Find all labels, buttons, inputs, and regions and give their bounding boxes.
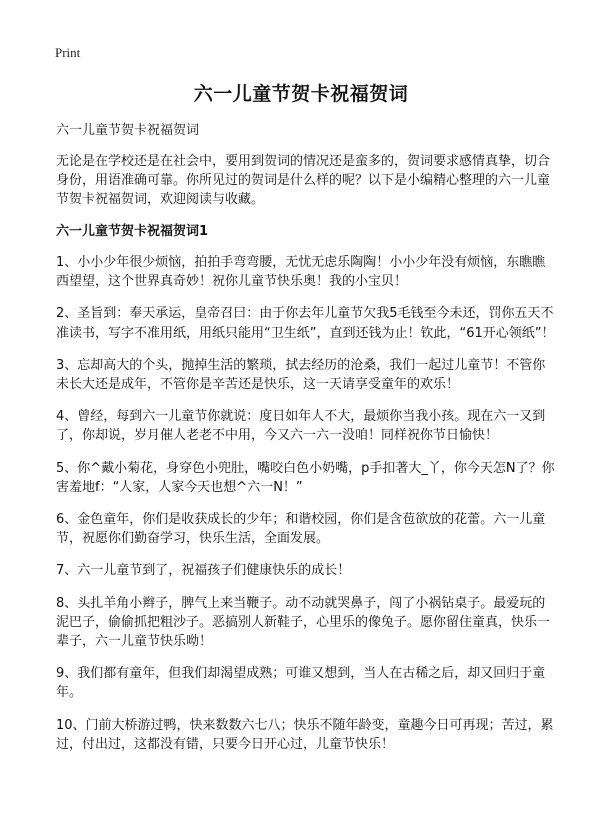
page-title: 六一儿童节贺卡祝福贺词 (193, 83, 409, 105)
list-item: 8、头扎羊角小辫子，脾气上来当鞭子。动不动就哭鼻子，闯了小祸钻桌子。最爱玩的泥巴子，偷偷抓把粗沙子。恶搞别人新鞋子，心里乐的像兔子。愿你留住童真，快乐一辈子，六一儿童节快乐呦！ (56, 595, 551, 650)
print-link[interactable]: Print (55, 45, 81, 60)
list-item: 4、曾经，每到六一儿童节你就说：度日如年人不大，最烦你当我小孩。现在六一又到了，你却说，岁月催人老老不中用，今又六一六一没咱！同样祝你节日愉快！ (56, 409, 546, 444)
article-intro: 无论是在学校还是在社会中，要用到贺词的情况还是蛮多的，贺词要求感情真挚，切合身份，用语准确可靠。你所见过的贺词是什么样的呢？以下是小编精心整理的六一儿童节贺卡祝福贺词，欢迎阅读与收藏。 (56, 154, 551, 207)
greeting-list (56, 253, 556, 754)
list-item: 2、圣旨到：奉天承运，皇帝召曰：由于你去年儿童节欠我5毛钱至今未还，罚你五天不准读书，写字不准用纸，用纸只能用“卫生纸”，直到还钱为止！钦此，“61开心领纸”！ (56, 306, 555, 341)
list-item: 1、小小少年很少烦恼，拍拍手弯弯腰，无忧无虑乐陶陶！小小少年没有烦恼，东瞧瞧西望望，这个世界真奇妙！祝你儿童节快乐奥！我的小宝贝！ (56, 255, 546, 290)
list-item: 3、忘却高大的个头，抛掉生活的繁琐，拭去经历的沧桑，我们一起过儿童节！不管你未长大还是成年，不管你是辛苦还是快乐，这一天请享受童年的欢乐！ (56, 357, 546, 393)
list-item: 6、金色童年，你们是收获成长的少年；和谐校园，你们是含苞欲放的花蕾。六一儿童节，祝愿你们勤奋学习，快乐生活，全面发展。 (56, 512, 546, 547)
list-item: 10、门前大桥游过鸭，快来数数六七八；快乐不随年龄变，童趣今日可再现；苦过，累过，付出过，这都没有错，只要今日开心过，儿童节快乐！ (56, 717, 554, 752)
list-item: 9、我们都有童年，但我们却渴望成熟；可谁又想到，当人在古稀之后，却又回归于童年。 (56, 666, 546, 701)
article-subtitle: 六一儿童节贺卡祝福贺词 (56, 123, 200, 138)
section-heading: 六一儿童节贺卡祝福贺词1 (56, 224, 209, 239)
list-item: 7、六一儿童节到了，祝福孩子们健康快乐的成长！ (56, 563, 351, 579)
list-item: 5、你^戴小菊花，身穿色小兜肚，嘴咬白色小奶嘴，p手扣著大_丫，你今天怎N了？你害羞地f：“人家，人家今天也想^六一N！” (56, 460, 555, 495)
